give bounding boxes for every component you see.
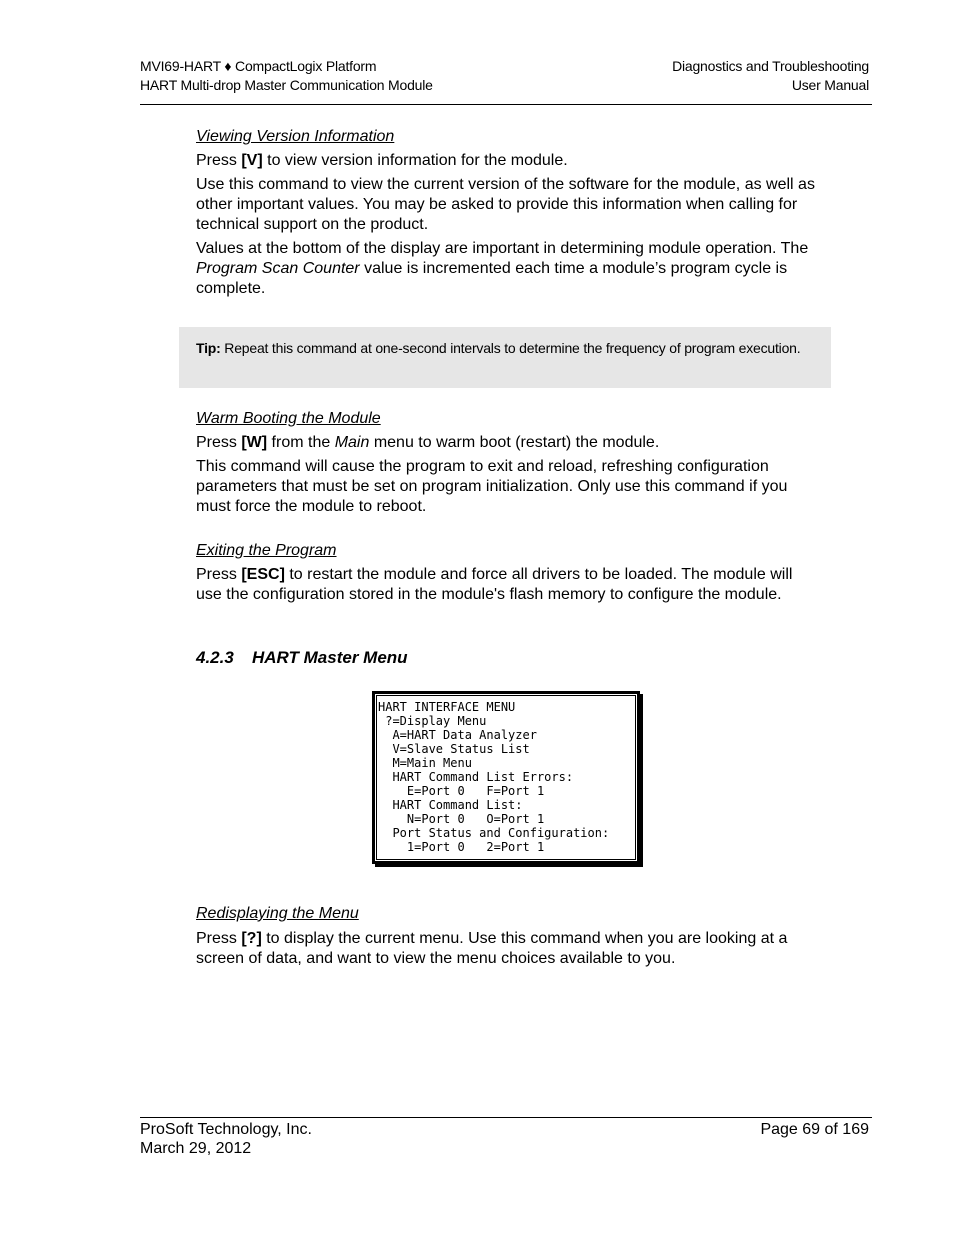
section-number: 4.2.3 [196, 648, 234, 667]
warm-boot-para-2: This command will cause the program to exit and reload, refreshing configuration parameters that must be set on program initialization. Only use this command if you must force the module to reboot. [196, 458, 788, 515]
subheading-warm-boot: Warm Booting the Module [196, 410, 381, 427]
redisplay-para-1: Press [?] to display the current menu. Use this command when you are looking at a screen of data, and want to view the menu choices available to you. [196, 930, 788, 967]
section-redisplay [196, 904, 816, 969]
section-title: HART Master Menu [252, 648, 408, 667]
tip-label: Tip: [196, 340, 221, 356]
version-para-3: Values at the bottom of the display are important in determining module operation. The Program Scan Counter value is incremented each time a module’s program cycle is complete. [196, 240, 809, 297]
exit-para-1: Press [ESC] to restart the module and force all drivers to be loaded. The module will use the configuration stored in the module's flash memory to configure the module. [196, 566, 793, 603]
terminal-line: A=HART Data Analyzer [378, 728, 537, 742]
tip-box [179, 327, 831, 388]
terminal-lines [378, 700, 637, 854]
terminal-line: HART Command List: [378, 798, 523, 812]
version-para-2: Use this command to view the current version of the software for the module, as well as other important values. You may be asked to provide this information when calling for technical support on the product. [196, 176, 815, 233]
terminal-line: ?=Display Menu [378, 714, 487, 728]
program-scan-counter: Program Scan Counter [196, 260, 360, 277]
section-warm-boot [196, 409, 816, 517]
section-exit [196, 541, 816, 605]
version-para-1: Press [V] to view version information for the module. [196, 152, 568, 169]
tip-text: Repeat this command at one-second intervals to determine the frequency of program execution. [220, 340, 801, 356]
footer-rule [140, 1117, 872, 1118]
subheading-exit: Exiting the Program [196, 542, 337, 559]
terminal-line: N=Port 0 O=Port 1 [378, 812, 545, 826]
key-v: [V] [241, 152, 263, 169]
terminal-line: V=Slave Status List [378, 742, 530, 756]
terminal-line: HART INTERFACE MENU [378, 700, 516, 714]
header-product: MVI69-HART ♦ CompactLogix Platform [140, 58, 377, 74]
key-esc: [ESC] [241, 566, 285, 583]
hart-interface-menu-screenshot [372, 691, 640, 864]
header-rule [140, 104, 872, 105]
terminal-line: HART Command List Errors: [378, 770, 574, 784]
header-right [672, 57, 869, 95]
section-version [196, 127, 816, 299]
terminal-line: 1=Port 0 2=Port 1 [378, 840, 545, 854]
header-module: HART Multi-drop Master Communication Module [140, 77, 433, 93]
subheading-version: Viewing Version Information [196, 128, 395, 145]
key-w: [W] [241, 434, 268, 451]
header-left [140, 57, 433, 95]
footer-left [140, 1120, 312, 1158]
footer-date: March 29, 2012 [140, 1140, 252, 1157]
main-menu-ref: Main [334, 434, 370, 451]
key-question: [?] [241, 930, 262, 947]
header-chapter: Diagnostics and Troubleshooting [672, 58, 869, 74]
footer-right [760, 1120, 869, 1139]
subheading-redisplay: Redisplaying the Menu [196, 905, 359, 922]
footer-page: Page 69 of 169 [760, 1121, 869, 1138]
header-manual: User Manual [791, 77, 869, 93]
footer-company: ProSoft Technology, Inc. [140, 1121, 312, 1138]
section-heading-hart-master-menu [196, 648, 408, 668]
terminal-line: Port Status and Configuration: [378, 826, 610, 840]
terminal-line: M=Main Menu [378, 756, 472, 770]
terminal-line: E=Port 0 F=Port 1 [378, 784, 545, 798]
warm-boot-para-1: Press [W] from the Main menu to warm boot (restart) the module. [196, 434, 660, 451]
